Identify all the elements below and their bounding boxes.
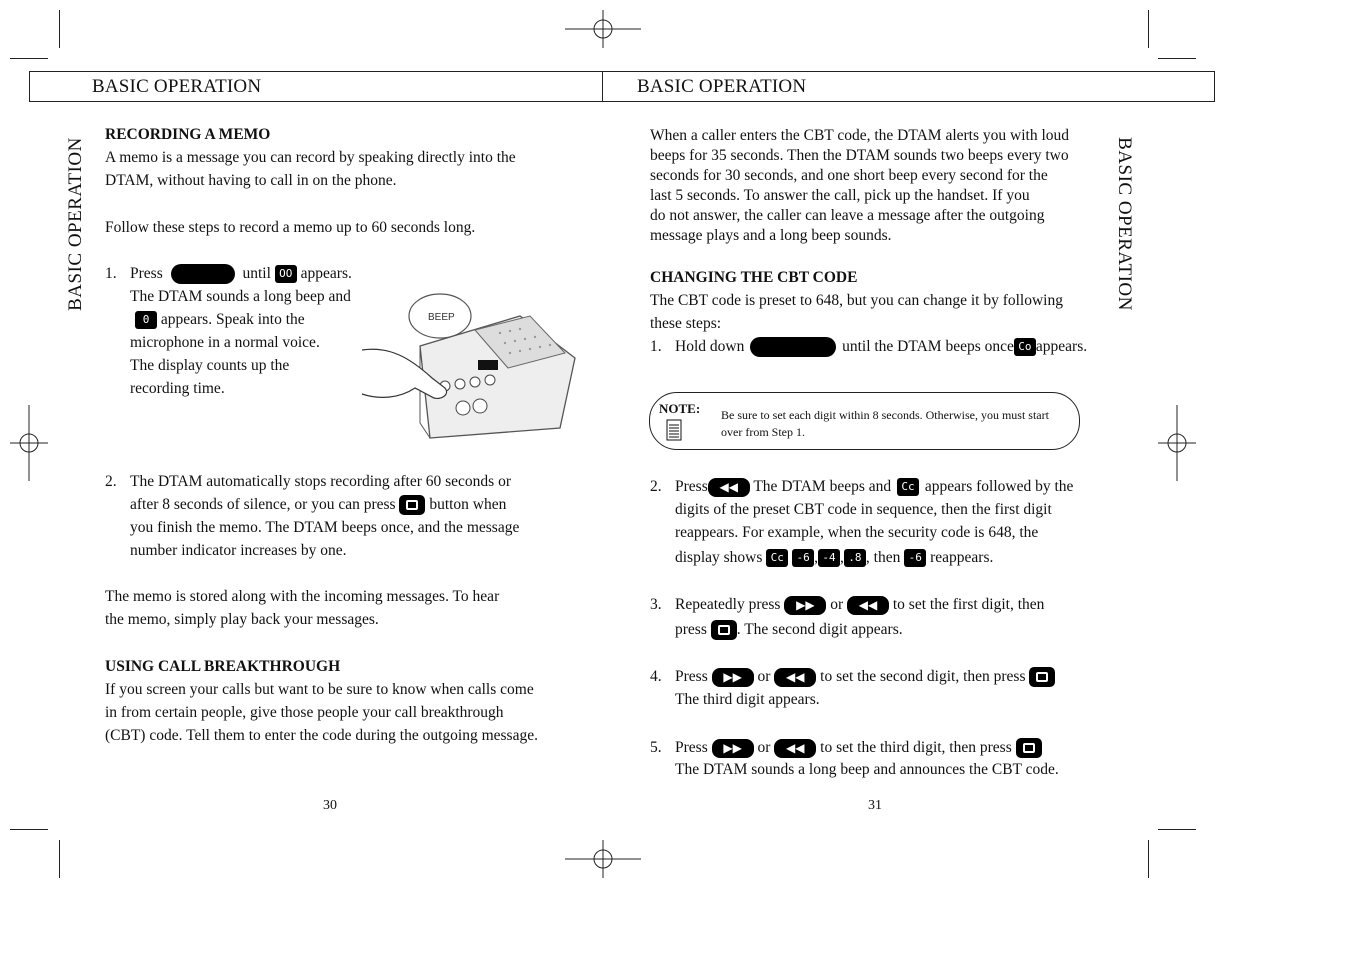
cbt-step5-line1: Press ▶▶ or ◀◀ to set the third digit, then press [675,736,1042,759]
breakthrough-line3: (CBT) code. Tell them to enter the code during the outgoing message. [105,727,538,744]
right-page-header: BASIC OPERATION [602,71,1215,102]
cbt-step2-line4: display shows Cc -6 , -4 , .8 , then -6 reappears. [675,549,994,566]
right-page-number: 31 [868,798,882,813]
six-display-icon: -6 [792,549,814,567]
cbt-step2-line2: digits of the preset CBT code in sequence, then the first digit [675,501,1052,518]
step2-line1: The DTAM automatically stops recording after 60 seconds or [130,473,511,490]
cbt-step2-line1: Press ◀◀ The DTAM beeps and Cc appears followed by the [675,478,1074,495]
fast-forward-icon: ▶▶ [712,668,754,687]
registration-mark-right [1158,405,1196,481]
cc-display-icon: Cc [897,478,919,496]
step1-number: 1. [105,265,117,282]
fast-forward-icon: ▶▶ [712,739,754,758]
stored-line1: The memo is stored along with the incoming messages. To hear [105,588,500,605]
alert-line1: When a caller enters the CBT code, the DTAM alerts you with loud [650,127,1070,144]
rewind-icon: ◀◀ [774,668,816,687]
changing-step1-number: 1. [650,338,662,355]
cc-display-icon: Cc [766,549,788,567]
co-display-icon: Co [1014,338,1036,356]
changing-line2: these steps: [650,315,722,332]
cbt-step2-line3: reappears. For example, when the security code is 648, the [675,524,1039,541]
cbt-step4-line2: The third digit appears. [675,691,820,708]
note-box [649,392,1080,450]
recording-intro-line1: A memo is a message you can record by speaking directly into the [105,149,516,166]
step1-line1: Press until OO appears. [130,262,352,285]
stop-icon [711,620,737,640]
memo-display-icon: OO [275,265,297,283]
breakthrough-heading: USING CALL BREAKTHROUGH [105,658,341,675]
step2-line3: you finish the memo. The DTAM beeps once, and the message [130,519,520,536]
step1-line5: The display counts up the [130,357,290,374]
recording-follow: Follow these steps to record a memo up to 60 seconds long. [105,219,476,236]
note-line1: Be sure to set each digit within 8 seconds. Otherwise, you must start [721,408,1049,422]
note-document-icon [666,419,682,441]
alert-line6: message plays and a long beep sounds. [650,227,892,244]
six-display-icon: -6 [904,549,926,567]
registration-mark-bottom [565,840,641,878]
rewind-icon: ◀◀ [774,739,816,758]
registration-mark-left [10,405,48,481]
cbt-step2-number: 2. [650,478,662,495]
cbt-step4-number: 4. [650,668,662,685]
cbt-step5-number: 5. [650,739,662,756]
step2-number: 2. [105,473,117,490]
breakthrough-line2: in from certain people, give those people your call breakthrough [105,704,504,721]
beep-label: BEEP [428,312,455,323]
answering-machine-illustration [360,288,582,458]
step1-line6: recording time. [130,380,225,397]
cbt-step3-line1: Repeatedly press ▶▶ or ◀◀ to set the first digit, then [675,596,1045,613]
left-page-header: BASIC OPERATION [29,71,603,102]
changing-heading: CHANGING THE CBT CODE [650,269,858,286]
cbt-step3-number: 3. [650,596,662,613]
eight-display-icon: .8 [844,549,866,567]
left-page-number: 30 [323,798,337,813]
rewind-icon: ◀◀ [708,478,750,497]
fast-forward-icon: ▶▶ [784,596,826,615]
cbt-step3-line2: press . The second digit appears. [675,618,903,641]
cbt-step5-line2: The DTAM sounds a long beep and announces the CBT code. [675,761,1059,778]
recording-intro-line2: DTAM, without having to call in on the phone. [105,172,397,189]
changing-line1: The CBT code is preset to 648, but you can change it by following [650,292,1063,309]
memo-button-icon [171,264,235,284]
zero-display-icon: 0 [135,311,157,329]
step1-line4: microphone in a normal voice. [130,334,320,351]
stored-line2: the memo, simply play back your messages. [105,611,379,628]
alert-line4: last 5 seconds. To answer the call, pick up the handset. If you [650,187,1030,204]
stop-icon [1016,738,1042,758]
recording-heading: RECORDING A MEMO [105,126,271,143]
note-label: NOTE: [659,401,701,416]
left-side-tab: BASIC OPERATION [65,137,86,311]
stop-icon [399,495,425,515]
stop-icon [1029,667,1055,687]
alert-line5: do not answer, the caller can leave a message after the outgoing [650,207,1045,224]
step1-line2: The DTAM sounds a long beep and [130,288,351,305]
memo-button-icon [750,337,836,357]
step2-line4: number indicator increases by one. [130,542,347,559]
step2-line2: after 8 seconds of silence, or you can press button when [130,493,506,516]
step1-line3: 0 appears. Speak into the [135,308,305,331]
rewind-icon: ◀◀ [847,596,889,615]
registration-mark-top [565,10,641,48]
alert-line2: beeps for 35 seconds. Then the DTAM sounds two beeps every two [650,147,1069,164]
four-display-icon: -4 [818,549,840,567]
alert-line3: seconds for 30 seconds, and one short beep every second for the [650,167,1048,184]
cbt-step4-line1: Press ▶▶ or ◀◀ to set the second digit, then press [675,665,1055,688]
breakthrough-line1: If you screen your calls but want to be sure to know when calls come [105,681,534,698]
changing-step1: Hold down until the DTAM beeps once Co appears. [675,335,1087,358]
note-line2: over from Step 1. [721,425,805,439]
right-side-tab: BASIC OPERATION [1114,137,1135,311]
